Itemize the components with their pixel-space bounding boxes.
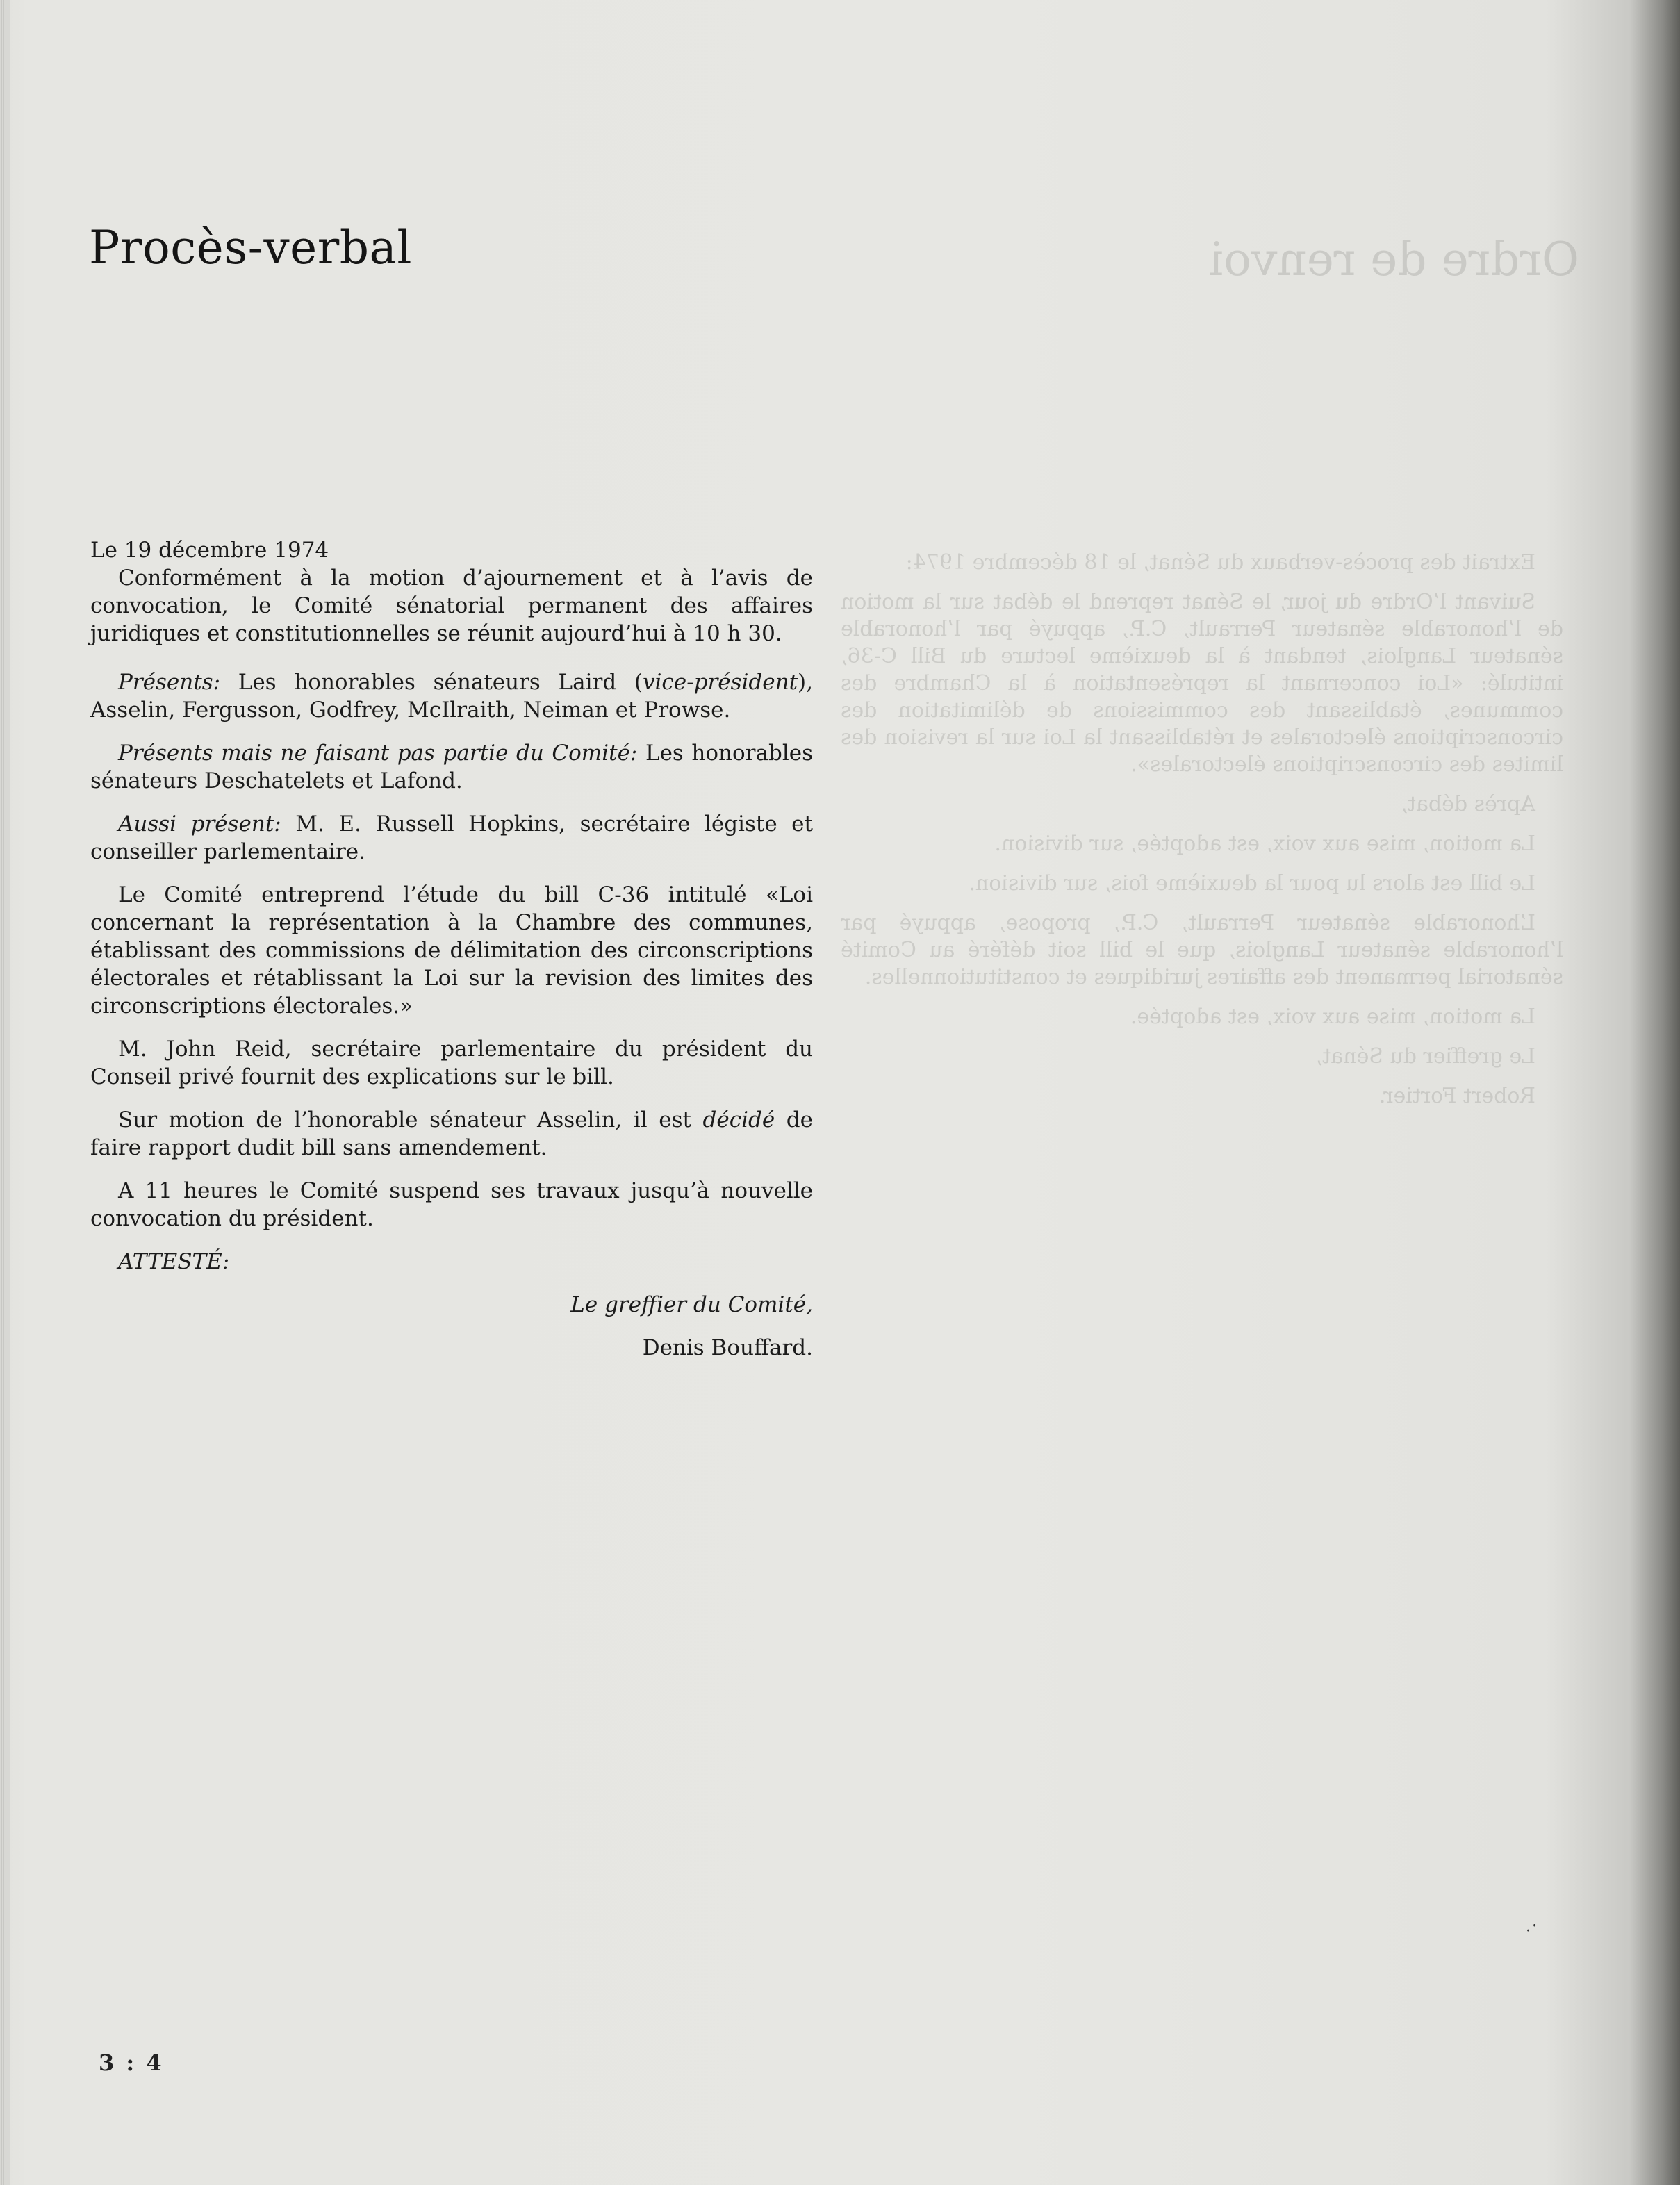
opening-paragraph: Conformément à la motion d’ajournement et à l’avis de convocation, le Comité sénatorial permanent des affaires juridiques et constitutionnelles se réunit aujourd’hui à 10 h 30. <box>90 566 813 646</box>
scan-speck: ·˙ <box>1526 1923 1538 1940</box>
motion-text-b: de faire rapport dudit bill sans amendement. <box>90 1107 813 1160</box>
present-role: vice-président <box>642 670 798 695</box>
present-text-a: Les honorables sénateurs Laird ( <box>220 670 643 695</box>
present-not-members-label: Présents mais ne faisant pas partie du Comité: <box>118 741 638 766</box>
also-present-text: M. E. Russell Hopkins, secrétaire légiste et conseiller parlementaire. <box>90 811 813 864</box>
signature-role: Le greffier du Comité, <box>570 1292 813 1317</box>
signature-name: Denis Bouffard. <box>642 1335 813 1360</box>
bleed-through-title: Ordre de renvoi <box>1209 233 1580 286</box>
minutes-body <box>90 536 813 1377</box>
present-not-members-text: Les honorables sénateurs Deschatelets et Lafond. <box>90 741 813 793</box>
also-present-label: Aussi présent: <box>118 811 281 836</box>
bleed-through-body <box>841 549 1563 1122</box>
reid-paragraph: M. John Reid, secrétaire parlementaire du président du Conseil privé fournit des explications sur le bill. <box>90 1037 813 1089</box>
motion-decided: décidé <box>702 1107 775 1132</box>
present-paragraph <box>90 668 813 724</box>
adjourn-paragraph: A 11 heures le Comité suspend ses travaux jusqu’à nouvelle convocation du président. <box>90 1178 813 1231</box>
bleed-through-paragraph: Robert Fortier. <box>1378 1084 1535 1108</box>
bleed-through-paragraph: Extrait des procès-verbaux du Sénat, le 18 décembre 1974: <box>905 550 1535 575</box>
bleed-through-paragraph: Le greffier du Sénat, <box>1315 1044 1535 1069</box>
present-text-b: ), Asselin, Fergusson, Godfrey, McIlraith, Neiman et Prowse. <box>90 670 813 723</box>
bleed-through-paragraph: Le bill est alors lu pour la deuxième fois, sur division. <box>969 871 1535 896</box>
bleed-through-paragraph: Après débat, <box>1401 792 1535 816</box>
bill-paragraph: Le Comité entreprend l’étude du bill C-36 intitulé «Loi concernant la représentation à la Chambre des communes, établissant des commissions de délimitation des circonscriptions électorales et rétablissant la Loi sur la revision des limites des circonscriptions électorales.» <box>90 882 813 1019</box>
meeting-date: Le 19 décembre 1974 <box>90 538 329 563</box>
page-title: Procès-verbal <box>89 221 412 274</box>
motion-text-a: Sur motion de l’honorable sénateur Asselin, il est <box>118 1107 703 1132</box>
page-edge <box>0 0 10 2185</box>
bleed-through-paragraph: La motion, mise aux voix, est adoptée, sur division. <box>994 832 1535 856</box>
present-label: Présents: <box>118 670 221 695</box>
also-present-paragraph <box>90 810 813 866</box>
bleed-through-paragraph: L’honorable sénateur Perrault, C.P., propose, appuyé par l’honorable sénateur Langlois, que le bill soit déféré au Comité sénatorial permanent des affaires juridiques et constitutionnelles. <box>841 911 1563 989</box>
page-number: 3 : 4 <box>99 2050 164 2076</box>
bleed-through-paragraph: Suivant l’Ordre du jour, le Sénat reprend le débat sur la motion de l’honorable sénateur Perrault, C.P., appuyé par l’honorable sénateur Langlois, tendant à la deuxième lecture du Bill C-36, intitulé: «Loi concernant la représentation à la Chambre des communes, établissant des commissions de délimitation des circonscriptions électorales et rétablissant la Loi sur la revision des limites des circonscriptions électorales». <box>841 590 1563 777</box>
present-not-members-paragraph <box>90 739 813 795</box>
motion-paragraph <box>90 1106 813 1162</box>
bleed-through-paragraph: La motion, mise aux voix, est adoptée. <box>1130 1005 1535 1029</box>
attest-label: ATTESTÉ: <box>118 1249 230 1274</box>
